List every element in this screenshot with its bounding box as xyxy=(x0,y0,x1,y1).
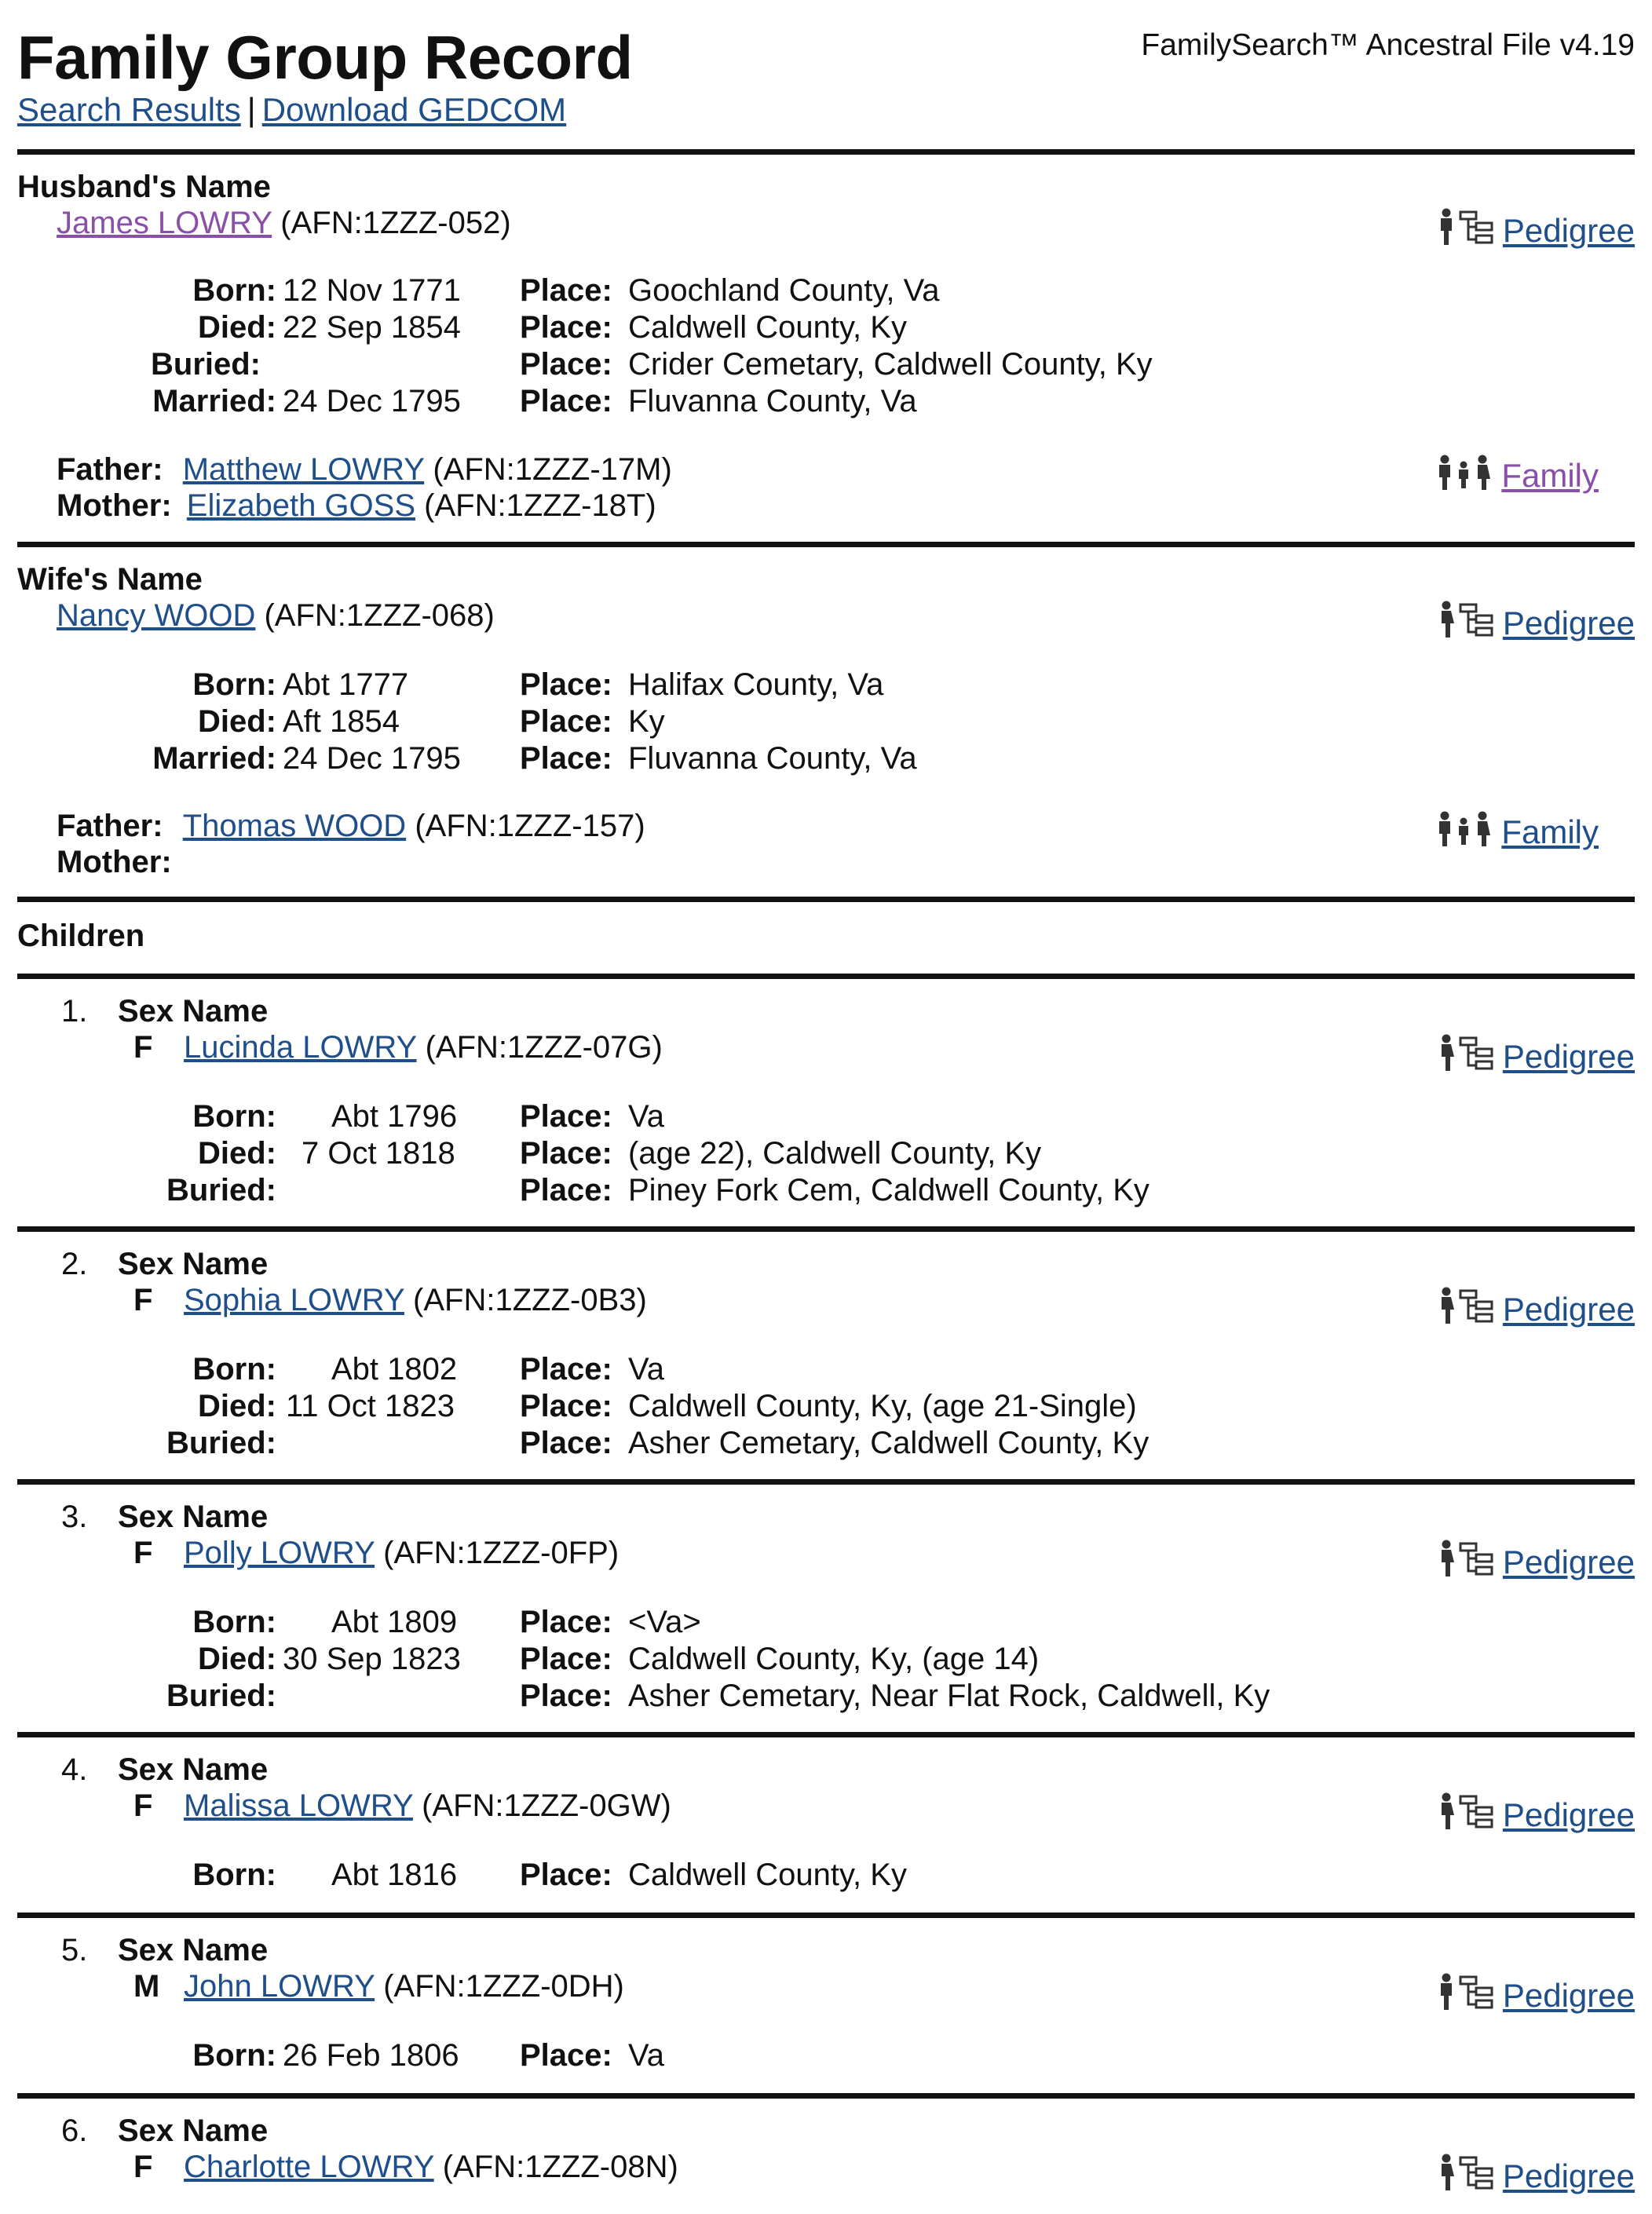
pedigree-icon xyxy=(1438,1286,1495,1333)
place-label: Place: xyxy=(520,704,612,739)
place-value: <Va> xyxy=(628,1605,701,1639)
wife-father-row xyxy=(57,809,645,844)
divider xyxy=(17,1479,1635,1485)
child-number: 2. xyxy=(61,1247,88,1281)
child-name-line xyxy=(184,1788,671,1824)
pedigree-icon xyxy=(1438,1539,1495,1586)
child-afn: (AFN:1ZZZ-0B3) xyxy=(413,1283,647,1317)
child-sex: F xyxy=(133,1788,153,1823)
married-label: Married: xyxy=(152,384,276,418)
pedigree-link[interactable]: Pedigree xyxy=(1502,1291,1635,1328)
place-value: Asher Cemetary, Near Flat Rock, Caldwell, Ky xyxy=(628,1679,1270,1713)
top-links xyxy=(17,91,566,129)
mother-label: Mother: xyxy=(57,488,172,523)
divider xyxy=(17,974,1635,979)
place-value: Asher Cemetary, Caldwell County, Ky xyxy=(628,1426,1149,1460)
father-afn: (AFN:1ZZZ-17M) xyxy=(433,452,672,487)
child-died-row xyxy=(17,1389,1352,1427)
place-label: Place: xyxy=(520,1642,612,1676)
family-icon xyxy=(1437,454,1493,498)
pedigree-link[interactable]: Pedigree xyxy=(1502,1977,1635,2014)
place-label: Place: xyxy=(520,347,612,382)
place-label: Place: xyxy=(520,1136,612,1171)
child-sex: F xyxy=(133,1536,153,1570)
wife-pedigree[interactable] xyxy=(1438,600,1635,647)
pedigree-icon xyxy=(1438,2153,1495,2200)
place-value: Caldwell County, Ky xyxy=(628,310,907,345)
father-name-link[interactable]: Matthew LOWRY xyxy=(182,452,425,487)
child-born-row xyxy=(17,1099,1352,1137)
place-label: Place: xyxy=(520,1679,612,1713)
wife-afn: (AFN:1ZZZ-068) xyxy=(264,598,495,633)
father-label: Father: xyxy=(57,809,163,843)
died-label: Died: xyxy=(198,1136,276,1171)
husband-buried-row xyxy=(17,347,1352,385)
child-name-link[interactable]: Polly LOWRY xyxy=(184,1536,375,1570)
sex-name-header: Sex Name xyxy=(118,1500,269,1534)
divider xyxy=(17,897,1635,902)
child-pedigree[interactable] xyxy=(1438,1033,1635,1080)
child-pedigree[interactable] xyxy=(1438,1286,1635,1333)
divider xyxy=(17,149,1635,155)
born-label: Born: xyxy=(192,1352,276,1386)
sex-name-header: Sex Name xyxy=(118,994,269,1028)
place-value: Goochland County, Va xyxy=(628,273,940,308)
husband-married-row xyxy=(17,384,1352,422)
sex-name-header: Sex Name xyxy=(118,2114,269,2148)
born-label: Born: xyxy=(192,667,276,702)
download-gedcom-link[interactable]: Download GEDCOM xyxy=(261,91,567,128)
divider xyxy=(17,542,1635,547)
died-value: Aft 1854 xyxy=(283,704,400,739)
sex-name-header: Sex Name xyxy=(118,1933,269,1967)
wife-name-link[interactable]: Nancy WOOD xyxy=(57,598,256,633)
husband-afn: (AFN:1ZZZ-052) xyxy=(280,206,511,240)
father-name-link[interactable]: Thomas WOOD xyxy=(182,809,407,843)
child-name-link[interactable]: Charlotte LOWRY xyxy=(184,2150,434,2184)
place-value: Fluvanna County, Va xyxy=(628,741,917,776)
buried-label: Buried: xyxy=(166,1426,276,1460)
husband-pedigree[interactable] xyxy=(1438,207,1635,254)
sex-name-header: Sex Name xyxy=(118,1752,269,1787)
pedigree-link[interactable]: Pedigree xyxy=(1502,212,1635,249)
buried-label: Buried: xyxy=(166,1679,276,1713)
pedigree-icon xyxy=(1438,1792,1495,1839)
child-name-link[interactable]: Malissa LOWRY xyxy=(184,1788,413,1823)
wife-heading: Wife's Name xyxy=(17,562,203,597)
child-afn: (AFN:1ZZZ-0GW) xyxy=(422,1788,671,1823)
place-label: Place: xyxy=(520,1858,612,1892)
divider xyxy=(17,1913,1635,1918)
mother-label: Mother: xyxy=(57,845,172,879)
pedigree-link[interactable]: Pedigree xyxy=(1502,1796,1635,1833)
child-name-link[interactable]: John LOWRY xyxy=(184,1969,375,2004)
child-died-row xyxy=(17,1642,1352,1679)
born-value: Abt 1809 xyxy=(331,1605,458,1639)
child-name-line xyxy=(184,2150,678,2185)
child-number: 3. xyxy=(61,1500,88,1534)
child-sex: F xyxy=(133,1283,153,1317)
child-number: 1. xyxy=(61,994,88,1028)
child-pedigree[interactable] xyxy=(1438,2153,1635,2200)
married-value: 24 Dec 1795 xyxy=(283,741,461,776)
place-value: Ky xyxy=(628,704,665,739)
wife-died-row xyxy=(17,704,1352,742)
born-value: Abt 1796 xyxy=(331,1099,458,1134)
pedigree-icon xyxy=(1438,1972,1495,2019)
child-name-link[interactable]: Lucinda LOWRY xyxy=(184,1030,417,1065)
pedigree-link[interactable]: Pedigree xyxy=(1502,1544,1635,1580)
child-born-row xyxy=(17,1605,1352,1642)
child-afn: (AFN:1ZZZ-07G) xyxy=(425,1030,663,1065)
place-value: Caldwell County, Ky xyxy=(628,1858,907,1892)
born-value: Abt 1777 xyxy=(283,667,409,702)
child-name-line xyxy=(184,1969,624,2004)
place-label: Place: xyxy=(520,741,612,776)
child-pedigree[interactable] xyxy=(1438,1539,1635,1586)
born-label: Born: xyxy=(192,1605,276,1639)
divider xyxy=(17,1226,1635,1232)
child-name-line xyxy=(184,1283,647,1318)
place-value: Va xyxy=(628,1099,664,1134)
place-label: Place: xyxy=(520,273,612,308)
pedigree-icon xyxy=(1438,600,1495,647)
wife-mother-row xyxy=(57,845,172,880)
place-label: Place: xyxy=(520,310,612,345)
child-name-link[interactable]: Sophia LOWRY xyxy=(184,1283,404,1317)
husband-mother-row xyxy=(57,488,656,524)
child-number: 4. xyxy=(61,1752,88,1787)
child-sex: F xyxy=(133,2150,153,2184)
married-value: 24 Dec 1795 xyxy=(283,384,461,418)
place-value: Va xyxy=(628,2038,664,2073)
child-pedigree[interactable] xyxy=(1438,1792,1635,1839)
died-value: 11 Oct 1823 xyxy=(286,1389,455,1423)
place-label: Place: xyxy=(520,1426,612,1460)
product-name: FamilySearch™ Ancestral File v4.19 xyxy=(1141,28,1635,62)
buried-label: Buried: xyxy=(151,347,261,382)
died-label: Died: xyxy=(198,1389,276,1423)
child-sex: F xyxy=(133,1030,153,1065)
husband-name-link[interactable]: James LOWRY xyxy=(57,206,272,240)
pedigree-icon xyxy=(1438,207,1495,254)
child-born-row xyxy=(17,1352,1352,1390)
place-label: Place: xyxy=(520,1352,612,1386)
place-label: Place: xyxy=(520,384,612,418)
died-value: 7 Oct 1818 xyxy=(302,1136,455,1171)
place-value: (age 22), Caldwell County, Ky xyxy=(628,1136,1042,1171)
child-number: 5. xyxy=(61,1933,88,1967)
child-born-row xyxy=(17,1858,1352,1895)
died-label: Died: xyxy=(198,704,276,739)
died-value: 22 Sep 1854 xyxy=(283,310,461,345)
wife-family[interactable] xyxy=(1437,810,1599,854)
husband-heading: Husband's Name xyxy=(17,170,271,204)
place-value: Crider Cemetary, Caldwell County, Ky xyxy=(628,347,1153,382)
place-label: Place: xyxy=(520,1389,612,1423)
father-label: Father: xyxy=(57,452,163,487)
place-value: Caldwell County, Ky, (age 14) xyxy=(628,1642,1040,1676)
father-afn: (AFN:1ZZZ-157) xyxy=(415,809,645,843)
husband-father-row xyxy=(57,452,672,488)
child-number: 6. xyxy=(61,2114,88,2148)
child-name-line xyxy=(184,1030,663,1065)
place-label: Place: xyxy=(520,1099,612,1134)
pedigree-link[interactable]: Pedigree xyxy=(1502,2157,1635,2194)
sex-name-header: Sex Name xyxy=(118,1247,269,1281)
married-label: Married: xyxy=(152,741,276,776)
place-value: Halifax County, Va xyxy=(628,667,884,702)
wife-born-row xyxy=(17,667,1352,705)
husband-family[interactable] xyxy=(1437,454,1599,498)
buried-label: Buried: xyxy=(166,1173,276,1207)
family-icon xyxy=(1437,810,1493,854)
child-died-row xyxy=(17,1136,1352,1174)
child-name-line xyxy=(184,1536,619,1571)
wife-name-line xyxy=(57,598,495,634)
pedigree-link[interactable]: Pedigree xyxy=(1502,1038,1635,1075)
died-label: Died: xyxy=(198,1642,276,1676)
place-label: Place: xyxy=(520,1173,612,1207)
child-buried-row xyxy=(17,1173,1352,1211)
child-buried-row xyxy=(17,1426,1352,1463)
divider xyxy=(17,2093,1635,2099)
page-title: Family Group Record xyxy=(17,23,633,92)
born-value: Abt 1816 xyxy=(331,1858,458,1892)
place-value: Piney Fork Cem, Caldwell County, Ky xyxy=(628,1173,1149,1207)
pedigree-link[interactable]: Pedigree xyxy=(1502,605,1635,641)
link-separator: | xyxy=(247,91,256,128)
family-link[interactable]: Family xyxy=(1501,813,1599,850)
born-label: Born: xyxy=(192,1099,276,1134)
place-label: Place: xyxy=(520,667,612,702)
place-value: Caldwell County, Ky, (age 21-Single) xyxy=(628,1389,1137,1423)
divider xyxy=(17,1732,1635,1737)
born-label: Born: xyxy=(192,1858,276,1892)
born-value: 12 Nov 1771 xyxy=(283,273,461,308)
place-label: Place: xyxy=(520,2038,612,2073)
husband-died-row xyxy=(17,310,1352,348)
died-value: 30 Sep 1823 xyxy=(283,1642,461,1676)
child-pedigree[interactable] xyxy=(1438,1972,1635,2019)
child-afn: (AFN:1ZZZ-08N) xyxy=(442,2150,678,2184)
child-afn: (AFN:1ZZZ-0DH) xyxy=(383,1969,624,2004)
born-label: Born: xyxy=(192,273,276,308)
place-label: Place: xyxy=(520,1605,612,1639)
child-buried-row xyxy=(17,1679,1352,1716)
child-born-row xyxy=(17,2038,1352,2076)
husband-name-line xyxy=(57,206,511,241)
children-heading: Children xyxy=(17,919,145,953)
born-value: Abt 1802 xyxy=(331,1352,458,1386)
search-results-link[interactable]: Search Results xyxy=(17,91,241,128)
place-value: Va xyxy=(628,1352,664,1386)
pedigree-icon xyxy=(1438,1033,1495,1080)
mother-afn: (AFN:1ZZZ-18T) xyxy=(424,488,656,523)
family-link[interactable]: Family xyxy=(1501,457,1599,494)
born-value: 26 Feb 1806 xyxy=(283,2038,459,2073)
place-value: Fluvanna County, Va xyxy=(628,384,917,418)
died-label: Died: xyxy=(198,310,276,345)
husband-born-row xyxy=(17,273,1352,311)
wife-married-row xyxy=(17,741,1352,779)
child-afn: (AFN:1ZZZ-0FP) xyxy=(383,1536,620,1570)
born-label: Born: xyxy=(192,2038,276,2073)
mother-name-link[interactable]: Elizabeth GOSS xyxy=(186,488,416,523)
child-sex: M xyxy=(133,1969,160,2004)
